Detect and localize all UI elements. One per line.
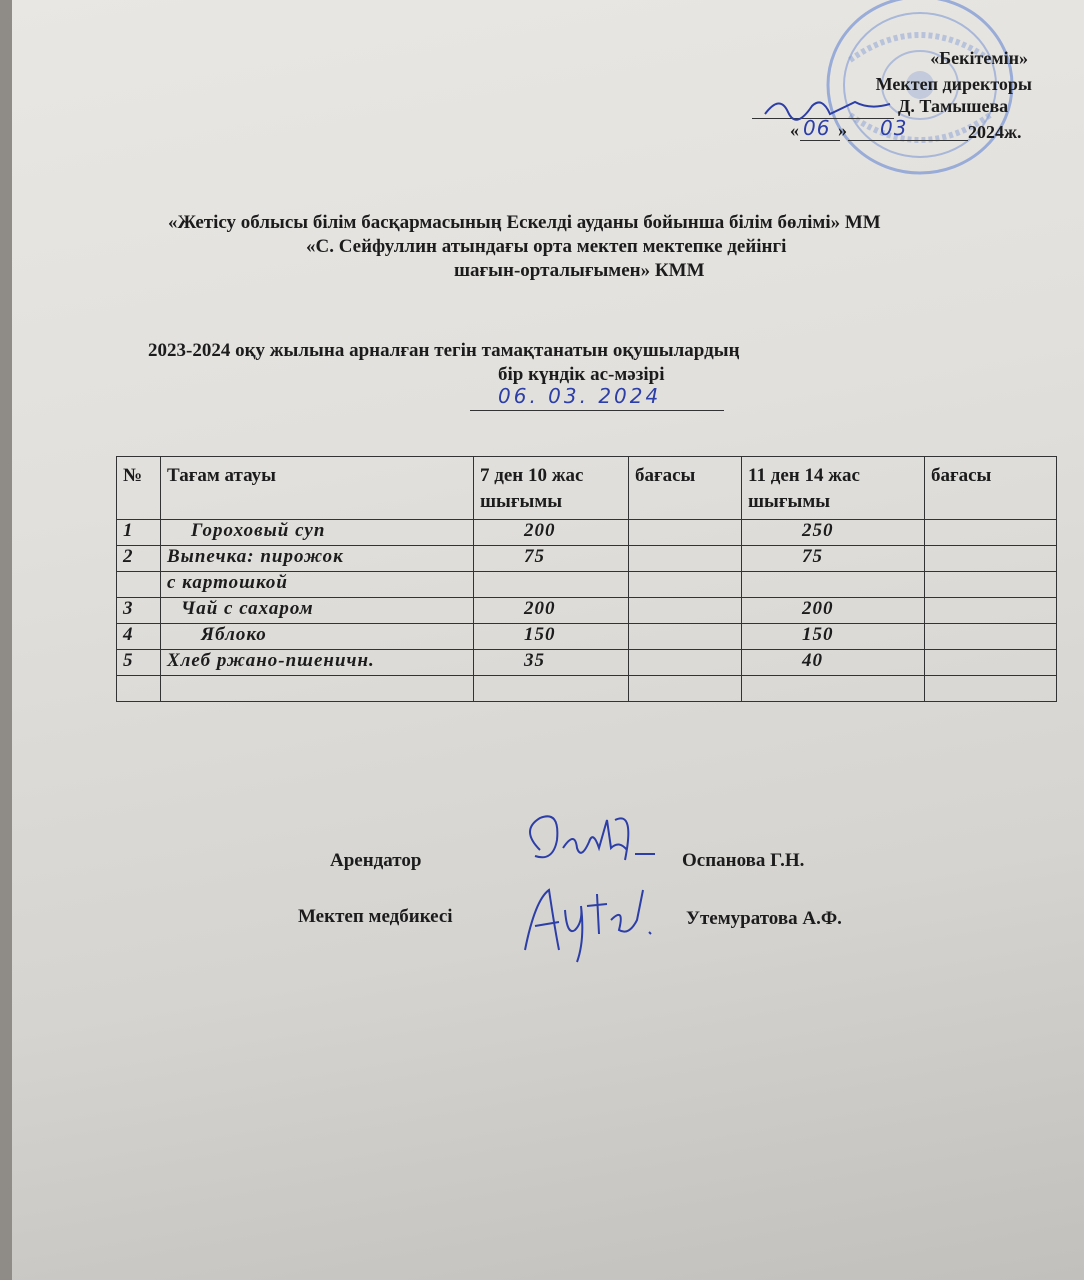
price-1 [629, 650, 742, 676]
yield-7-10: 35 [474, 650, 629, 676]
row-number: 1 [117, 520, 161, 546]
menu-table [116, 456, 1057, 702]
dish-name [161, 676, 474, 702]
nurse-role: Мектеп медбикесі [298, 906, 453, 927]
table-header-row [117, 457, 1057, 520]
dish-name: Выпечка: пирожок [161, 546, 474, 572]
yield-7-10: 150 [474, 624, 629, 650]
price-2 [925, 598, 1057, 624]
price-2 [925, 546, 1057, 572]
director-title: Мектеп директоры [875, 74, 1032, 94]
table-row [117, 676, 1057, 702]
col-price-2-header: бағасы [925, 457, 1057, 520]
price-2 [925, 650, 1057, 676]
yield-11-14: 150 [742, 624, 925, 650]
nurse-name: Утемуратова А.Ф. [686, 908, 842, 929]
price-2 [925, 624, 1057, 650]
approval-day: 06 [803, 116, 831, 140]
yield-7-10 [474, 572, 629, 598]
approval-year: 2024ж. [968, 122, 1022, 142]
nurse-signature [515, 870, 665, 970]
price-1 [629, 546, 742, 572]
price-2 [925, 676, 1057, 702]
date-open-quote: « [790, 120, 799, 140]
price-1 [629, 598, 742, 624]
row-number: 2 [117, 546, 161, 572]
col-yield-11-14-header: 11 ден 14 жас шығымы [742, 457, 925, 520]
month-line [848, 140, 968, 141]
yield-11-14 [742, 676, 925, 702]
dish-name: Хлеб ржано-пшеничн. [161, 650, 474, 676]
yield-11-14: 40 [742, 650, 925, 676]
org-line-2: «С. Сейфуллин атындағы орта мектеп мектепке дейінгі [306, 236, 787, 257]
yield-11-14: 200 [742, 598, 925, 624]
menu-title: 2023-2024 оқу жылына арналған тегін тамақтанатын оқушылардың [148, 340, 740, 361]
table-row [117, 572, 1057, 598]
row-number: 3 [117, 598, 161, 624]
org-line-1: «Жетісу облысы білім басқармасының Ескелді ауданы бойынша білім бөлімі» ММ [168, 212, 881, 233]
table-row [117, 650, 1057, 676]
price-1 [629, 676, 742, 702]
yield-11-14 [742, 572, 925, 598]
menu-date-line [470, 410, 724, 411]
table-row [117, 546, 1057, 572]
approval-month: 03 [880, 116, 908, 140]
tenant-name: Оспанова Г.Н. [682, 850, 805, 871]
col-number-header: № [117, 457, 161, 520]
menu-subtitle: бір күндік ас-мәзірі [498, 364, 665, 385]
col-price-1-header: бағасы [629, 457, 742, 520]
yield-11-14: 75 [742, 546, 925, 572]
table-row [117, 520, 1057, 546]
tenant-role: Арендатор [330, 850, 422, 871]
price-1 [629, 624, 742, 650]
row-number: 5 [117, 650, 161, 676]
date-close-quote: » [838, 120, 847, 140]
price-1 [629, 572, 742, 598]
yield-11-14: 250 [742, 520, 925, 546]
price-2 [925, 572, 1057, 598]
approval-label: «Бекітемін» [930, 48, 1028, 68]
row-number [117, 572, 161, 598]
row-number [117, 676, 161, 702]
day-line [800, 140, 840, 141]
org-line-3: шағын-орталығымен» КММ [454, 260, 705, 281]
menu-date: 06. 03. 2024 [498, 384, 662, 408]
table-row [117, 598, 1057, 624]
table-row [117, 624, 1057, 650]
yield-7-10 [474, 676, 629, 702]
director-name: Д. Тамышева [898, 96, 1009, 116]
dish-name: Гороховый суп [161, 520, 474, 546]
page-edge-shadow [0, 0, 12, 1280]
col-yield-7-10-header: 7 ден 10 жас шығымы [474, 457, 629, 520]
dish-name: Яблоко [161, 624, 474, 650]
price-1 [629, 520, 742, 546]
dish-name: Чай с сахаром [161, 598, 474, 624]
yield-7-10: 200 [474, 520, 629, 546]
row-number: 4 [117, 624, 161, 650]
yield-7-10: 200 [474, 598, 629, 624]
dish-name: с картошкой [161, 572, 474, 598]
price-2 [925, 520, 1057, 546]
col-dish-header: Тағам атауы [161, 457, 474, 520]
yield-7-10: 75 [474, 546, 629, 572]
